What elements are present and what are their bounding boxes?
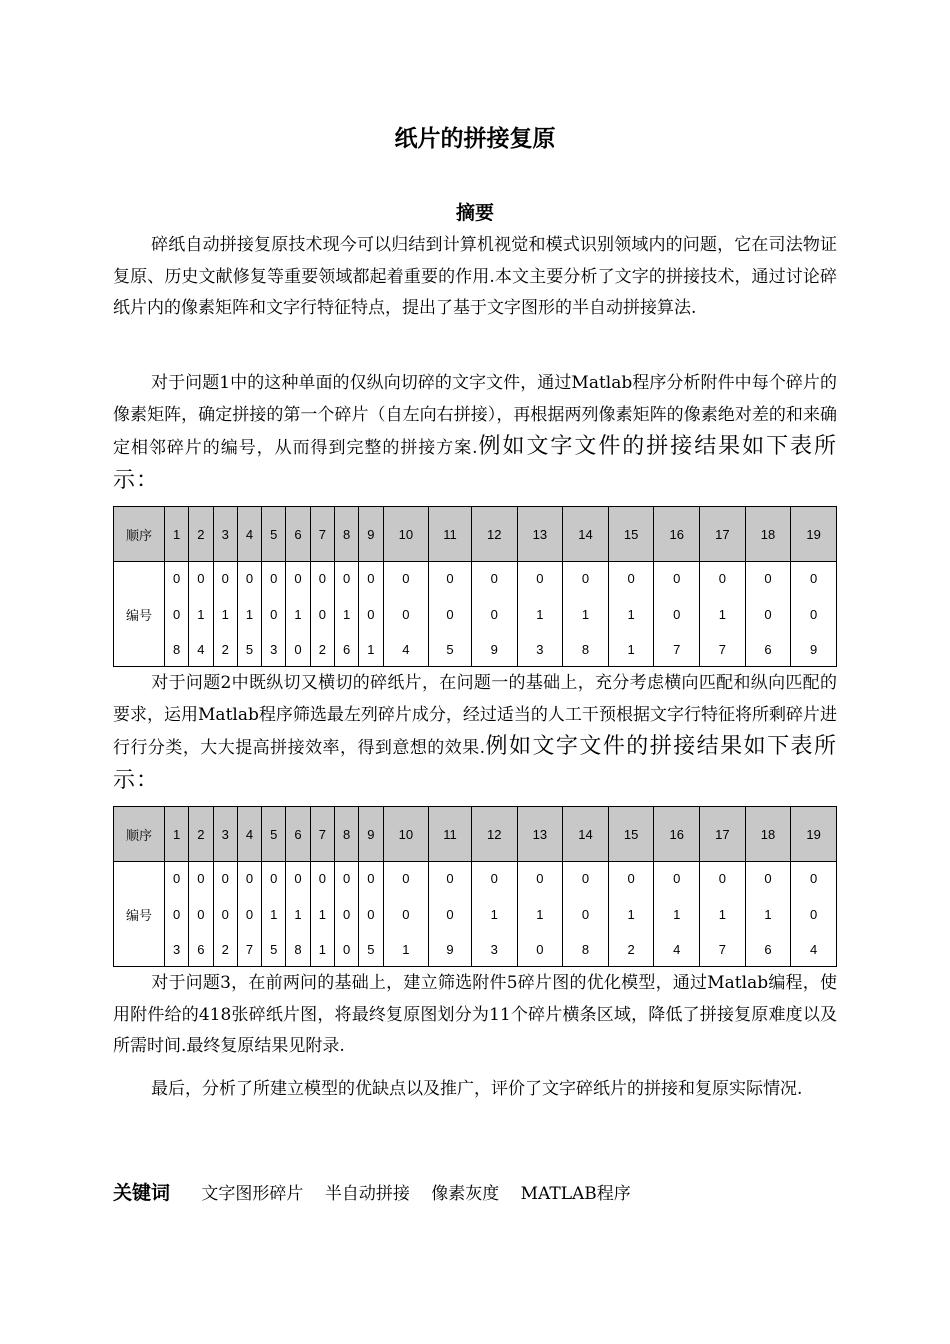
id-cell — [654, 562, 700, 667]
keyword: 文字图形碎片 — [201, 1184, 304, 1204]
id-digit: 2 — [627, 942, 635, 957]
id-digit: 0 — [581, 871, 590, 886]
order-cell: 18 — [745, 507, 791, 562]
id-digit: 7 — [673, 642, 681, 657]
id-cell-text — [609, 571, 654, 657]
id-cell-text — [472, 871, 517, 957]
id-digit: 1 — [294, 606, 302, 622]
id-digit: 0 — [294, 642, 302, 657]
order-cell: 13 — [517, 807, 563, 862]
table-intro-text: 例如文字文件的拼接结果如下表所示： — [113, 434, 837, 493]
id-digit: 2 — [221, 942, 229, 957]
id-cell-text — [214, 871, 237, 957]
id-cell-text — [335, 871, 358, 957]
id-cell — [334, 862, 358, 967]
id-digit: 0 — [402, 571, 410, 586]
id-cell-text — [189, 571, 212, 657]
id-digit: 0 — [245, 871, 254, 886]
order-cell: 1 — [165, 507, 189, 562]
id-digit: 9 — [446, 942, 454, 957]
order-cell: 3 — [213, 507, 237, 562]
id-cell-text — [429, 571, 471, 657]
id-cell-text — [518, 871, 563, 957]
id-digit: 9 — [490, 642, 498, 657]
id-cell — [286, 562, 310, 667]
order-cell: 4 — [237, 807, 261, 862]
id-digit: 1 — [318, 942, 326, 957]
id-digit: 0 — [402, 906, 410, 922]
id-digit: 1 — [581, 606, 590, 622]
id-cell — [383, 562, 429, 667]
id-digit: 0 — [810, 871, 818, 886]
id-digit: 0 — [221, 571, 229, 586]
id-cell-text — [654, 571, 699, 657]
id-digit: 7 — [718, 942, 726, 957]
order-cell: 7 — [310, 507, 334, 562]
id-digit: 1 — [673, 906, 681, 922]
id-cell — [262, 862, 286, 967]
id-cell — [471, 862, 517, 967]
id-digit: 0 — [173, 871, 181, 886]
id-digit: 3 — [173, 942, 181, 957]
id-label-cell: 编号 — [114, 862, 165, 967]
id-cell — [745, 862, 791, 967]
id-cell — [608, 862, 654, 967]
order-cell: 19 — [791, 507, 837, 562]
id-cell — [165, 862, 189, 967]
id-digit: 0 — [342, 871, 351, 886]
id-digit: 0 — [318, 606, 326, 622]
id-digit: 5 — [245, 642, 254, 657]
splice-result-table-1 — [113, 506, 837, 667]
id-cell — [791, 862, 837, 967]
id-digit: 0 — [627, 871, 635, 886]
id-cell-text — [746, 871, 791, 957]
order-cell: 9 — [359, 507, 383, 562]
order-cell: 8 — [334, 807, 358, 862]
id-cell-text — [563, 571, 608, 657]
id-digit: 0 — [367, 906, 375, 922]
id-digit: 0 — [197, 571, 205, 586]
order-cell: 5 — [262, 807, 286, 862]
id-digit: 0 — [810, 906, 818, 922]
id-cell — [563, 862, 609, 967]
id-digit: 1 — [294, 906, 302, 922]
id-cell — [189, 562, 213, 667]
id-digit: 8 — [581, 942, 590, 957]
id-cell — [517, 562, 563, 667]
id-digit: 0 — [318, 571, 326, 586]
abstract-text: 最后，分析了所建立模型的优缺点以及推广，评价了文字碎纸片的拼接和复原实际情况. — [151, 1079, 803, 1099]
id-cell-text — [311, 571, 334, 657]
id-digit: 0 — [764, 571, 772, 586]
keywords-line — [113, 1178, 631, 1205]
id-cell — [700, 862, 746, 967]
order-cell: 14 — [563, 807, 609, 862]
id-digit: 0 — [173, 906, 181, 922]
id-digit: 0 — [673, 871, 681, 886]
id-digit: 5 — [270, 942, 278, 957]
id-cell — [429, 562, 472, 667]
id-digit: 1 — [367, 642, 375, 657]
id-digit: 6 — [197, 942, 205, 957]
id-digit: 1 — [402, 942, 410, 957]
order-cell: 18 — [745, 807, 791, 862]
order-cell: 16 — [654, 807, 700, 862]
keyword: 像素灰度 — [431, 1184, 500, 1204]
id-cell-text — [165, 871, 188, 957]
id-digit: 4 — [402, 642, 410, 657]
id-digit: 0 — [810, 606, 818, 622]
order-cell: 11 — [429, 507, 472, 562]
id-digit: 0 — [173, 606, 181, 622]
id-cell — [791, 562, 837, 667]
order-cell: 2 — [189, 507, 213, 562]
order-cell: 7 — [310, 807, 334, 862]
id-digit: 0 — [581, 906, 590, 922]
id-cell-text — [286, 871, 309, 957]
id-digit: 0 — [294, 871, 302, 886]
id-digit: 6 — [342, 642, 351, 657]
table-order-row — [114, 507, 837, 562]
keyword: MATLAB程序 — [520, 1184, 631, 1204]
abstract-paragraph-3 — [113, 668, 837, 798]
id-digit: 0 — [490, 606, 498, 622]
id-cell — [563, 562, 609, 667]
id-digit: 0 — [718, 571, 726, 586]
id-cell — [237, 862, 261, 967]
order-cell: 9 — [359, 807, 383, 862]
order-cell: 3 — [213, 807, 237, 862]
order-cell: 17 — [700, 807, 746, 862]
id-cell — [310, 562, 334, 667]
order-cell: 13 — [517, 507, 563, 562]
id-label-cell: 编号 — [114, 562, 165, 667]
id-cell — [310, 862, 334, 967]
abstract-text: 对于问题3，在前两问的基础上，建立筛选附件5碎片图的优化模型，通过Matlab编程，使用附件给的418张碎纸片图，将最终复原图划分为11个碎片横条区域，降低了拼接复原难度以及所需时间.最终复原结果见附录. — [113, 973, 837, 1056]
id-digit: 1 — [627, 906, 635, 922]
id-cell-text — [609, 871, 654, 957]
id-cell — [608, 562, 654, 667]
id-cell — [654, 862, 700, 967]
table-order-row — [114, 807, 837, 862]
id-digit: 1 — [318, 906, 326, 922]
id-cell-text — [746, 571, 791, 657]
id-cell — [359, 562, 383, 667]
id-cell-text — [359, 871, 382, 957]
id-digit: 1 — [221, 606, 229, 622]
id-digit: 8 — [581, 642, 590, 657]
id-digit: 0 — [810, 571, 818, 586]
id-digit: 0 — [673, 571, 681, 586]
id-cell — [745, 562, 791, 667]
splice-result-table-2 — [113, 806, 837, 967]
order-cell: 16 — [654, 507, 700, 562]
id-digit: 7 — [718, 642, 726, 657]
order-cell: 15 — [608, 807, 654, 862]
id-cell — [262, 562, 286, 667]
id-digit: 0 — [367, 606, 375, 622]
id-digit: 1 — [627, 606, 635, 622]
id-cell — [213, 862, 237, 967]
order-label-cell: 顺序 — [114, 507, 165, 562]
order-cell: 2 — [189, 807, 213, 862]
id-digit: 0 — [490, 571, 498, 586]
id-digit: 3 — [536, 642, 544, 657]
abstract-text: 对于问题2中既纵切又横切的碎纸片，在问题一的基础上，充分考虑横向匹配和纵向匹配的要求，运用Matlab程序筛选最左列碎片成分，经过适当的人工干预根据文字行特征将所剩碎片进行行分类，大大提高拼接效率，得到意想的效果. — [113, 673, 837, 758]
id-digit: 1 — [490, 906, 498, 922]
abstract-paragraph-5 — [113, 1074, 825, 1106]
id-digit: 0 — [270, 871, 278, 886]
id-digit: 0 — [245, 571, 254, 586]
id-digit: 0 — [221, 871, 229, 886]
id-digit: 0 — [536, 571, 544, 586]
id-digit: 1 — [536, 606, 544, 622]
id-cell-text — [563, 871, 608, 957]
id-digit: 4 — [673, 942, 681, 957]
keywords-heading: 关键词 — [113, 1182, 171, 1204]
order-cell: 11 — [429, 807, 472, 862]
id-cell-text — [384, 871, 429, 957]
id-cell-text — [791, 571, 836, 657]
id-digit: 0 — [367, 571, 375, 586]
id-cell-text — [238, 871, 261, 957]
id-digit: 1 — [764, 906, 772, 922]
id-digit: 0 — [446, 871, 454, 886]
id-digit: 3 — [490, 942, 498, 957]
id-digit: 2 — [221, 642, 229, 657]
order-cell: 10 — [383, 507, 429, 562]
id-cell-text — [165, 571, 188, 657]
id-cell-text — [214, 571, 237, 657]
id-digit: 8 — [294, 942, 302, 957]
order-cell: 1 — [165, 807, 189, 862]
id-digit: 0 — [764, 871, 772, 886]
id-cell — [213, 562, 237, 667]
id-digit: 1 — [245, 606, 254, 622]
order-cell: 14 — [563, 507, 609, 562]
id-cell-text — [238, 571, 261, 657]
id-digit: 0 — [402, 606, 410, 622]
id-cell-text — [700, 571, 745, 657]
id-digit: 0 — [173, 571, 181, 586]
id-digit: 0 — [367, 871, 375, 886]
id-cell-text — [472, 571, 517, 657]
order-cell: 10 — [383, 807, 429, 862]
order-cell: 19 — [791, 807, 837, 862]
id-digit: 1 — [627, 642, 635, 657]
id-digit: 2 — [318, 642, 326, 657]
id-digit: 0 — [446, 606, 454, 622]
order-cell: 8 — [334, 507, 358, 562]
id-digit: 0 — [718, 871, 726, 886]
id-digit: 0 — [197, 871, 205, 886]
abstract-text: 对于问题1中的这种单面的仅纵向切碎的文字文件，通过Matlab程序分析附件中每个碎片的像素矩阵，确定拼接的第一个碎片（自左向右拼接），再根据两列像素矩阵的像素绝对差的和来确定相邻碎片的编号，从而得到完整的拼接方案. — [113, 373, 837, 458]
id-digit: 0 — [627, 571, 635, 586]
order-cell: 6 — [286, 807, 310, 862]
id-cell — [237, 562, 261, 667]
table-intro-text: 例如文字文件的拼接结果如下表所示： — [113, 734, 837, 793]
id-digit: 0 — [446, 906, 454, 922]
id-digit: 0 — [221, 906, 229, 922]
id-cell — [700, 562, 746, 667]
id-digit: 0 — [318, 871, 326, 886]
abstract-text: 碎纸自动拼接复原技术现今可以归结到计算机视觉和模式识别领域内的问题，它在司法物证复原、历史文献修复等重要领域都起着重要的作用.本文主要分析了文字的拼接技术，通过讨论碎纸片内的像素矩阵和文字行特征特点，提出了基于文字图形的半自动拼接算法. — [113, 235, 837, 318]
id-cell-text — [286, 571, 309, 657]
id-digit: 0 — [197, 906, 205, 922]
id-cell — [383, 862, 429, 967]
id-digit: 0 — [536, 871, 544, 886]
id-digit: 0 — [270, 571, 278, 586]
id-cell-text — [262, 571, 285, 657]
id-digit: 1 — [197, 606, 205, 622]
id-digit: 3 — [270, 642, 278, 657]
id-digit: 5 — [446, 642, 454, 657]
id-cell-text — [262, 871, 285, 957]
id-digit: 0 — [764, 606, 772, 622]
id-cell-text — [335, 571, 358, 657]
id-digit: 9 — [810, 642, 818, 657]
order-cell: 15 — [608, 507, 654, 562]
abstract-paragraph-4 — [113, 968, 837, 1063]
id-cell — [429, 862, 472, 967]
id-digit: 1 — [270, 906, 278, 922]
id-digit: 4 — [197, 642, 205, 657]
id-cell — [359, 862, 383, 967]
id-digit: 0 — [402, 871, 410, 886]
order-cell: 12 — [471, 507, 517, 562]
id-digit: 0 — [245, 906, 254, 922]
abstract-heading: 摘要 — [455, 202, 494, 224]
keyword: 半自动拼接 — [324, 1184, 410, 1204]
id-cell-text — [429, 871, 471, 957]
paper-title: 纸片的拼接复原 — [394, 126, 556, 152]
id-cell — [189, 862, 213, 967]
id-digit: 0 — [342, 571, 351, 586]
id-digit: 1 — [536, 906, 544, 922]
id-cell-text — [359, 571, 382, 657]
id-digit: 0 — [446, 571, 454, 586]
id-cell-text — [311, 871, 334, 957]
id-digit: 0 — [490, 871, 498, 886]
id-digit: 0 — [342, 942, 351, 957]
id-digit: 0 — [342, 906, 351, 922]
id-digit: 0 — [270, 606, 278, 622]
id-cell-text — [700, 871, 745, 957]
id-digit: 0 — [581, 571, 590, 586]
id-cell — [334, 562, 358, 667]
order-cell: 12 — [471, 807, 517, 862]
id-digit: 0 — [673, 606, 681, 622]
id-digit: 6 — [764, 942, 772, 957]
id-digit: 0 — [294, 571, 302, 586]
id-digit: 7 — [245, 942, 254, 957]
id-digit: 5 — [367, 942, 375, 957]
id-digit: 4 — [810, 942, 818, 957]
order-cell: 17 — [700, 507, 746, 562]
id-cell-text — [384, 571, 429, 657]
abstract-paragraph-1 — [113, 230, 837, 325]
id-digit: 1 — [342, 606, 351, 622]
id-digit: 6 — [764, 642, 772, 657]
order-cell: 5 — [262, 507, 286, 562]
order-cell: 4 — [237, 507, 261, 562]
id-cell-text — [654, 871, 699, 957]
order-label-cell: 顺序 — [114, 807, 165, 862]
id-cell-text — [791, 871, 836, 957]
id-cell — [286, 862, 310, 967]
id-digit: 1 — [718, 906, 726, 922]
id-cell-text — [189, 871, 212, 957]
abstract-paragraph-2 — [113, 368, 837, 498]
id-digit: 0 — [536, 942, 544, 957]
table-id-row — [114, 862, 837, 967]
id-cell-text — [518, 571, 563, 657]
id-digit: 1 — [718, 606, 726, 622]
id-cell — [165, 562, 189, 667]
id-cell — [517, 862, 563, 967]
order-cell: 6 — [286, 507, 310, 562]
id-cell — [471, 562, 517, 667]
table-id-row — [114, 562, 837, 667]
id-digit: 8 — [173, 642, 181, 657]
